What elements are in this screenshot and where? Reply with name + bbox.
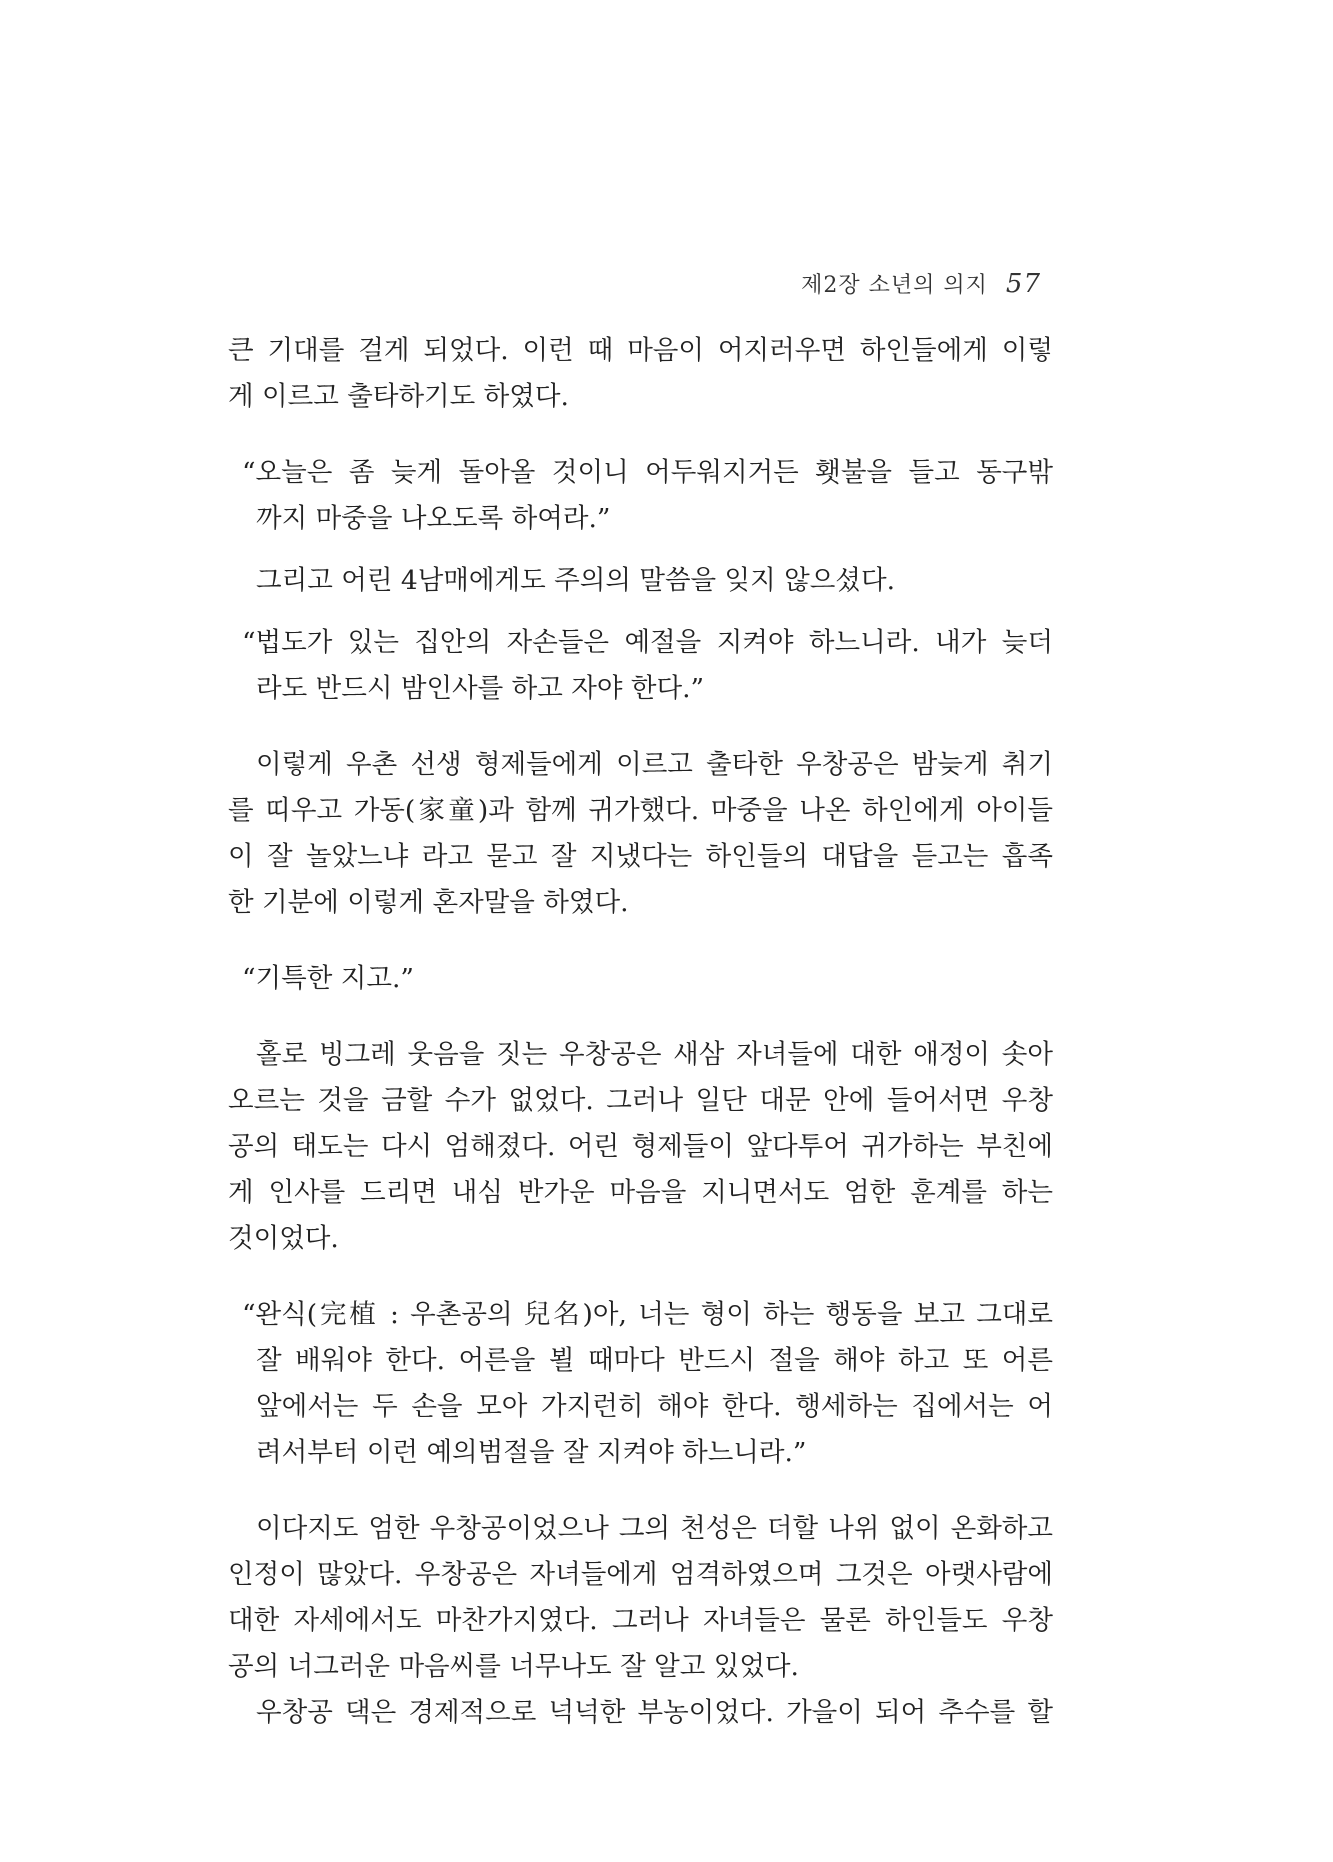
- text-line: “오늘은 좀 늦게 돌아올 것이니 어두워지거든 횃불을 들고 동구밖: [242, 457, 1053, 488]
- body-text: [228, 328, 1053, 1736]
- paragraph: [228, 1032, 1053, 1262]
- running-header: [801, 268, 1041, 299]
- page-number: 57: [1005, 269, 1041, 299]
- text-line: 려서부터 이런 예의범절을 잘 지켜야 하느니라.”: [256, 1437, 807, 1468]
- text-line: 한 기분에 이렇게 혼자말을 하였다.: [228, 887, 629, 918]
- text-line: 를 띠우고 가동(家童)과 함께 귀가했다. 마중을 나온 하인에게 아이들: [228, 795, 1053, 826]
- text-line: 앞에서는 두 손을 모아 가지런히 해야 한다. 행세하는 집에서는 어: [256, 1391, 1053, 1422]
- paragraph: [228, 742, 1053, 926]
- text-line: 잘 배워야 한다. 어른을 뵐 때마다 반드시 절을 해야 하고 또 어른: [256, 1345, 1053, 1376]
- text-line: 라도 반드시 밤인사를 하고 자야 한다.”: [256, 673, 705, 704]
- text-line: 홀로 빙그레 웃음을 짓는 우창공은 새삼 자녀들에 대한 애정이 솟아: [256, 1039, 1053, 1070]
- quote-paragraph: [228, 1292, 1053, 1476]
- paragraph: [228, 1506, 1053, 1690]
- text-line: 게 인사를 드리면 내심 반가운 마음을 지니면서도 엄한 훈계를 하는: [228, 1177, 1053, 1208]
- text-line: 공의 너그러운 마음씨를 너무나도 잘 알고 있었다.: [228, 1651, 799, 1682]
- quote-paragraph: [228, 620, 1053, 712]
- text-line: 대한 자세에서도 마찬가지였다. 그러나 자녀들은 물론 하인들도 우창: [228, 1605, 1053, 1636]
- text-line: “기특한 지고.”: [242, 963, 414, 994]
- chapter-title: 제2장 소년의 의지: [801, 273, 988, 298]
- text-line: 우창공 댁은 경제적으로 넉넉한 부농이었다. 가을이 되어 추수를 할: [256, 1697, 1053, 1728]
- text-line: 그리고 어린 4남매에게도 주의의 말씀을 잊지 않으셨다.: [256, 565, 896, 596]
- text-line: 인정이 많았다. 우창공은 자녀들에게 엄격하였으며 그것은 아랫사람에: [228, 1559, 1053, 1590]
- text-line: 이다지도 엄한 우창공이었으나 그의 천성은 더할 나위 없이 온화하고: [256, 1513, 1053, 1544]
- text-line: 이렇게 우촌 선생 형제들에게 이르고 출타한 우창공은 밤늦게 취기: [256, 749, 1053, 780]
- text-line: 큰 기대를 걸게 되었다. 이런 때 마음이 어지러우면 하인들에게 이렇: [228, 335, 1053, 366]
- quote-paragraph: [228, 450, 1053, 542]
- text-line: 이 잘 놀았느냐 라고 묻고 잘 지냈다는 하인들의 대답을 듣고는 흡족: [228, 841, 1053, 872]
- text-line: “법도가 있는 집안의 자손들은 예절을 지켜야 하느니라. 내가 늦더: [242, 627, 1053, 658]
- paragraph: [228, 558, 1053, 604]
- text-line: 것이었다.: [228, 1223, 339, 1254]
- text-line: 게 이르고 출타하기도 하였다.: [228, 381, 569, 412]
- text-line: 공의 태도는 다시 엄해졌다. 어린 형제들이 앞다투어 귀가하는 부친에: [228, 1131, 1053, 1162]
- text-line: 까지 마중을 나오도록 하여라.”: [256, 503, 611, 534]
- text-line: 오르는 것을 금할 수가 없었다. 그러나 일단 대문 안에 들어서면 우창: [228, 1085, 1053, 1116]
- text-line: “완식(完植 : 우촌공의 兒名)아, 너는 형이 하는 행동을 보고 그대로: [242, 1299, 1053, 1330]
- paragraph: [228, 1690, 1053, 1736]
- quote-paragraph: [228, 956, 1053, 1002]
- paragraph: [228, 328, 1053, 420]
